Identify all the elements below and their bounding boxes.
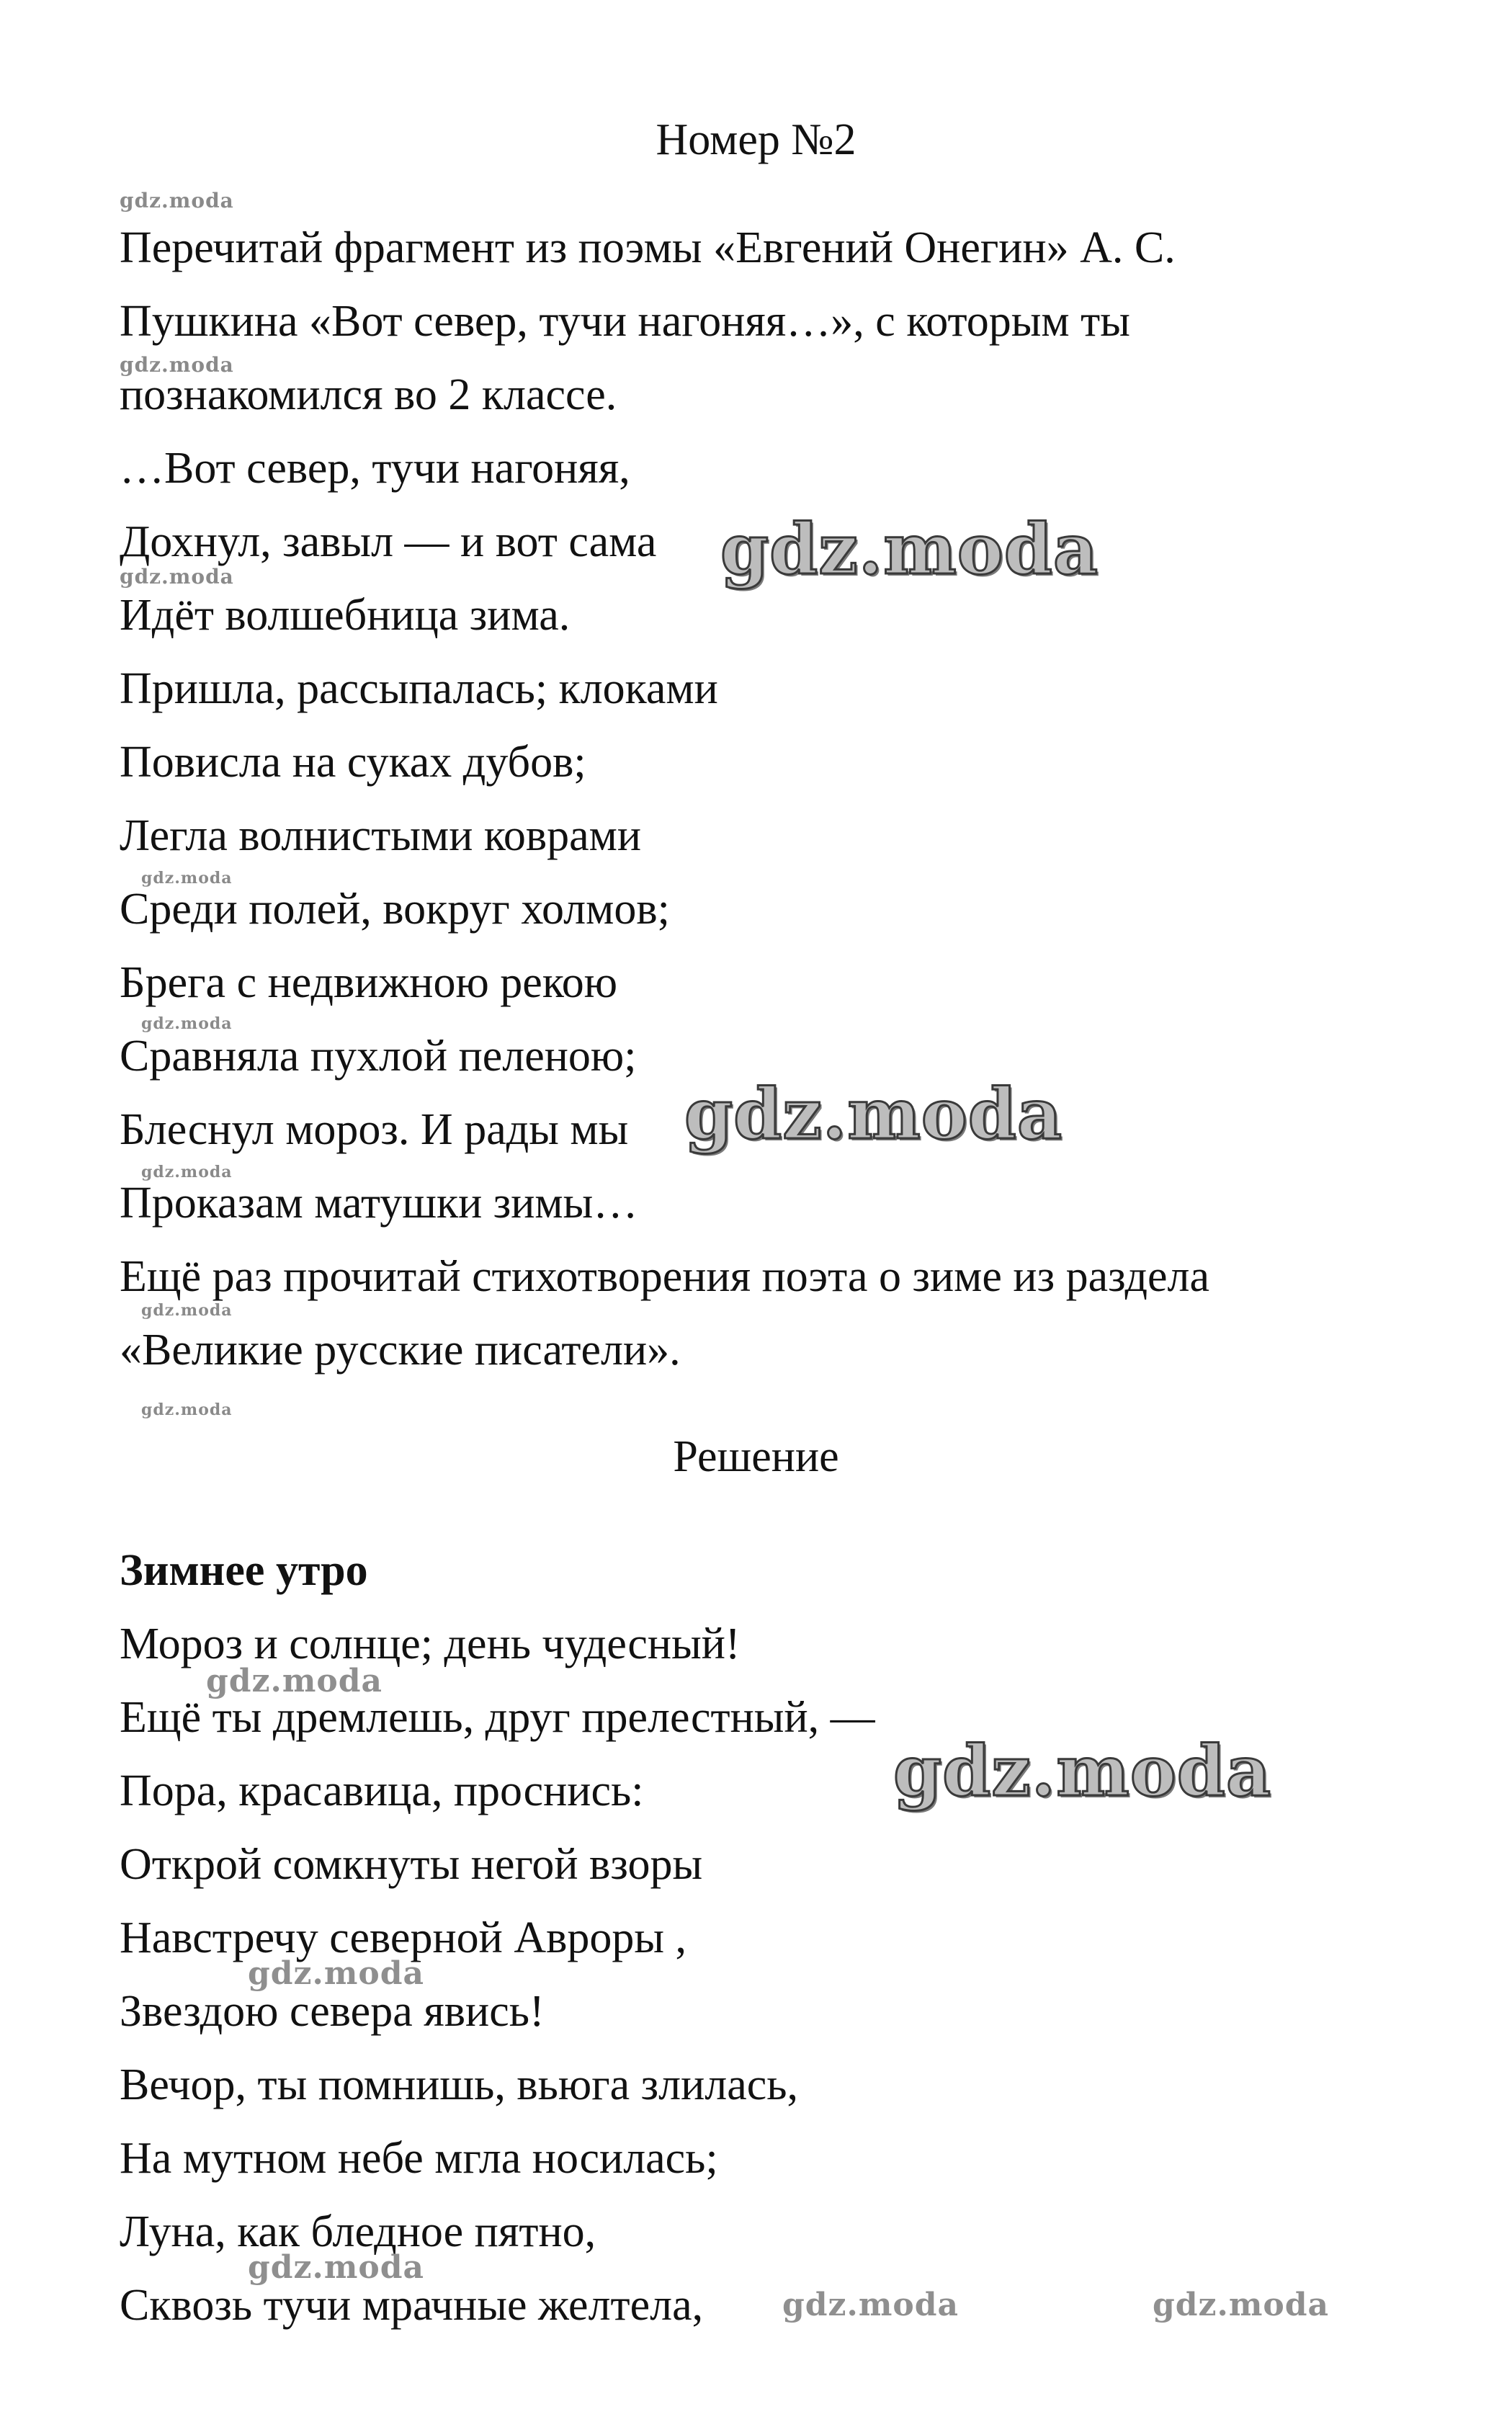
solution-heading: Решение <box>673 1432 839 1481</box>
watermark: gdz.moda <box>248 2249 425 2286</box>
poem-title: Зимнее утро <box>120 1546 368 1595</box>
poem-fragment-line: Среди полей, вокруг холмов; <box>120 885 670 934</box>
poem-fragment-line: Повисла на суках дубов; <box>120 738 586 787</box>
poem-fragment-line: Брега с недвижною рекою <box>120 958 618 1007</box>
watermark-large: gdz.moda <box>720 509 1099 590</box>
watermark: gdz.moda <box>141 1163 233 1181</box>
poem-line: Луна, как бледное пятно, <box>120 2207 596 2256</box>
poem-fragment-line: Легла волнистыми коврами <box>120 811 642 860</box>
watermark: gdz.moda <box>782 2287 959 2323</box>
watermark: gdz.moda <box>141 1400 233 1419</box>
poem-fragment-line: Проказам матушки зимы… <box>120 1179 638 1228</box>
watermark: gdz.moda <box>206 1663 383 1699</box>
task-line: Ещё раз прочитай стихотворения поэта о зиме из раздела <box>120 1252 1210 1301</box>
watermark: gdz.moda <box>1153 2287 1330 2323</box>
poem-fragment-line: …Вот север, тучи нагоняя, <box>120 444 630 493</box>
poem-line: Навстречу северной Авроры , <box>120 1913 687 1962</box>
poem-line: Сквозь тучи мрачные желтела, <box>120 2281 704 2330</box>
task-line: «Великие русские писатели». <box>120 1326 681 1375</box>
watermark-large: gdz.moda <box>684 1073 1063 1155</box>
poem-line: Звездою севера явись! <box>120 1987 545 2036</box>
poem-line: На мутном небе мгла носилась; <box>120 2134 718 2183</box>
poem-fragment-line: Дохнул, завыл — и вот сама <box>120 517 657 566</box>
watermark: gdz.moda <box>120 565 234 589</box>
poem-fragment-line: Блеснул мороз. И рады мы <box>120 1105 629 1154</box>
watermark: gdz.moda <box>120 189 234 213</box>
poem-line: Пора, красавица, проснись: <box>120 1766 644 1815</box>
watermark: gdz.moda <box>141 1014 233 1033</box>
poem-line: Открой сомкнуты негой взоры <box>120 1840 703 1889</box>
poem-line: Вечор, ты помнишь, вьюга злилась, <box>120 2060 799 2109</box>
poem-fragment-line: Идёт волшебница зима. <box>120 591 571 640</box>
task-line: познакомился во 2 классе. <box>120 370 617 419</box>
task-line: Перечитай фрагмент из поэмы «Евгений Онегин» А. С. <box>120 223 1176 272</box>
watermark: gdz.moda <box>120 353 234 377</box>
poem-fragment-line: Сравняла пухлой пеленою; <box>120 1032 637 1081</box>
watermark: gdz.moda <box>141 1301 233 1320</box>
watermark: gdz.moda <box>248 1955 425 1992</box>
poem-line: Ещё ты дремлешь, друг прелестный, — <box>120 1693 875 1742</box>
poem-fragment-line: Пришла, рассыпалась; клоками <box>120 664 718 713</box>
watermark-large: gdz.moda <box>893 1730 1272 1812</box>
poem-line: Мороз и солнце; день чудесный! <box>120 1619 741 1668</box>
task-title: Номер №2 <box>656 115 856 164</box>
task-line: Пушкина «Вот север, тучи нагоняя…», с которым ты <box>120 297 1130 346</box>
watermark: gdz.moda <box>141 869 233 888</box>
